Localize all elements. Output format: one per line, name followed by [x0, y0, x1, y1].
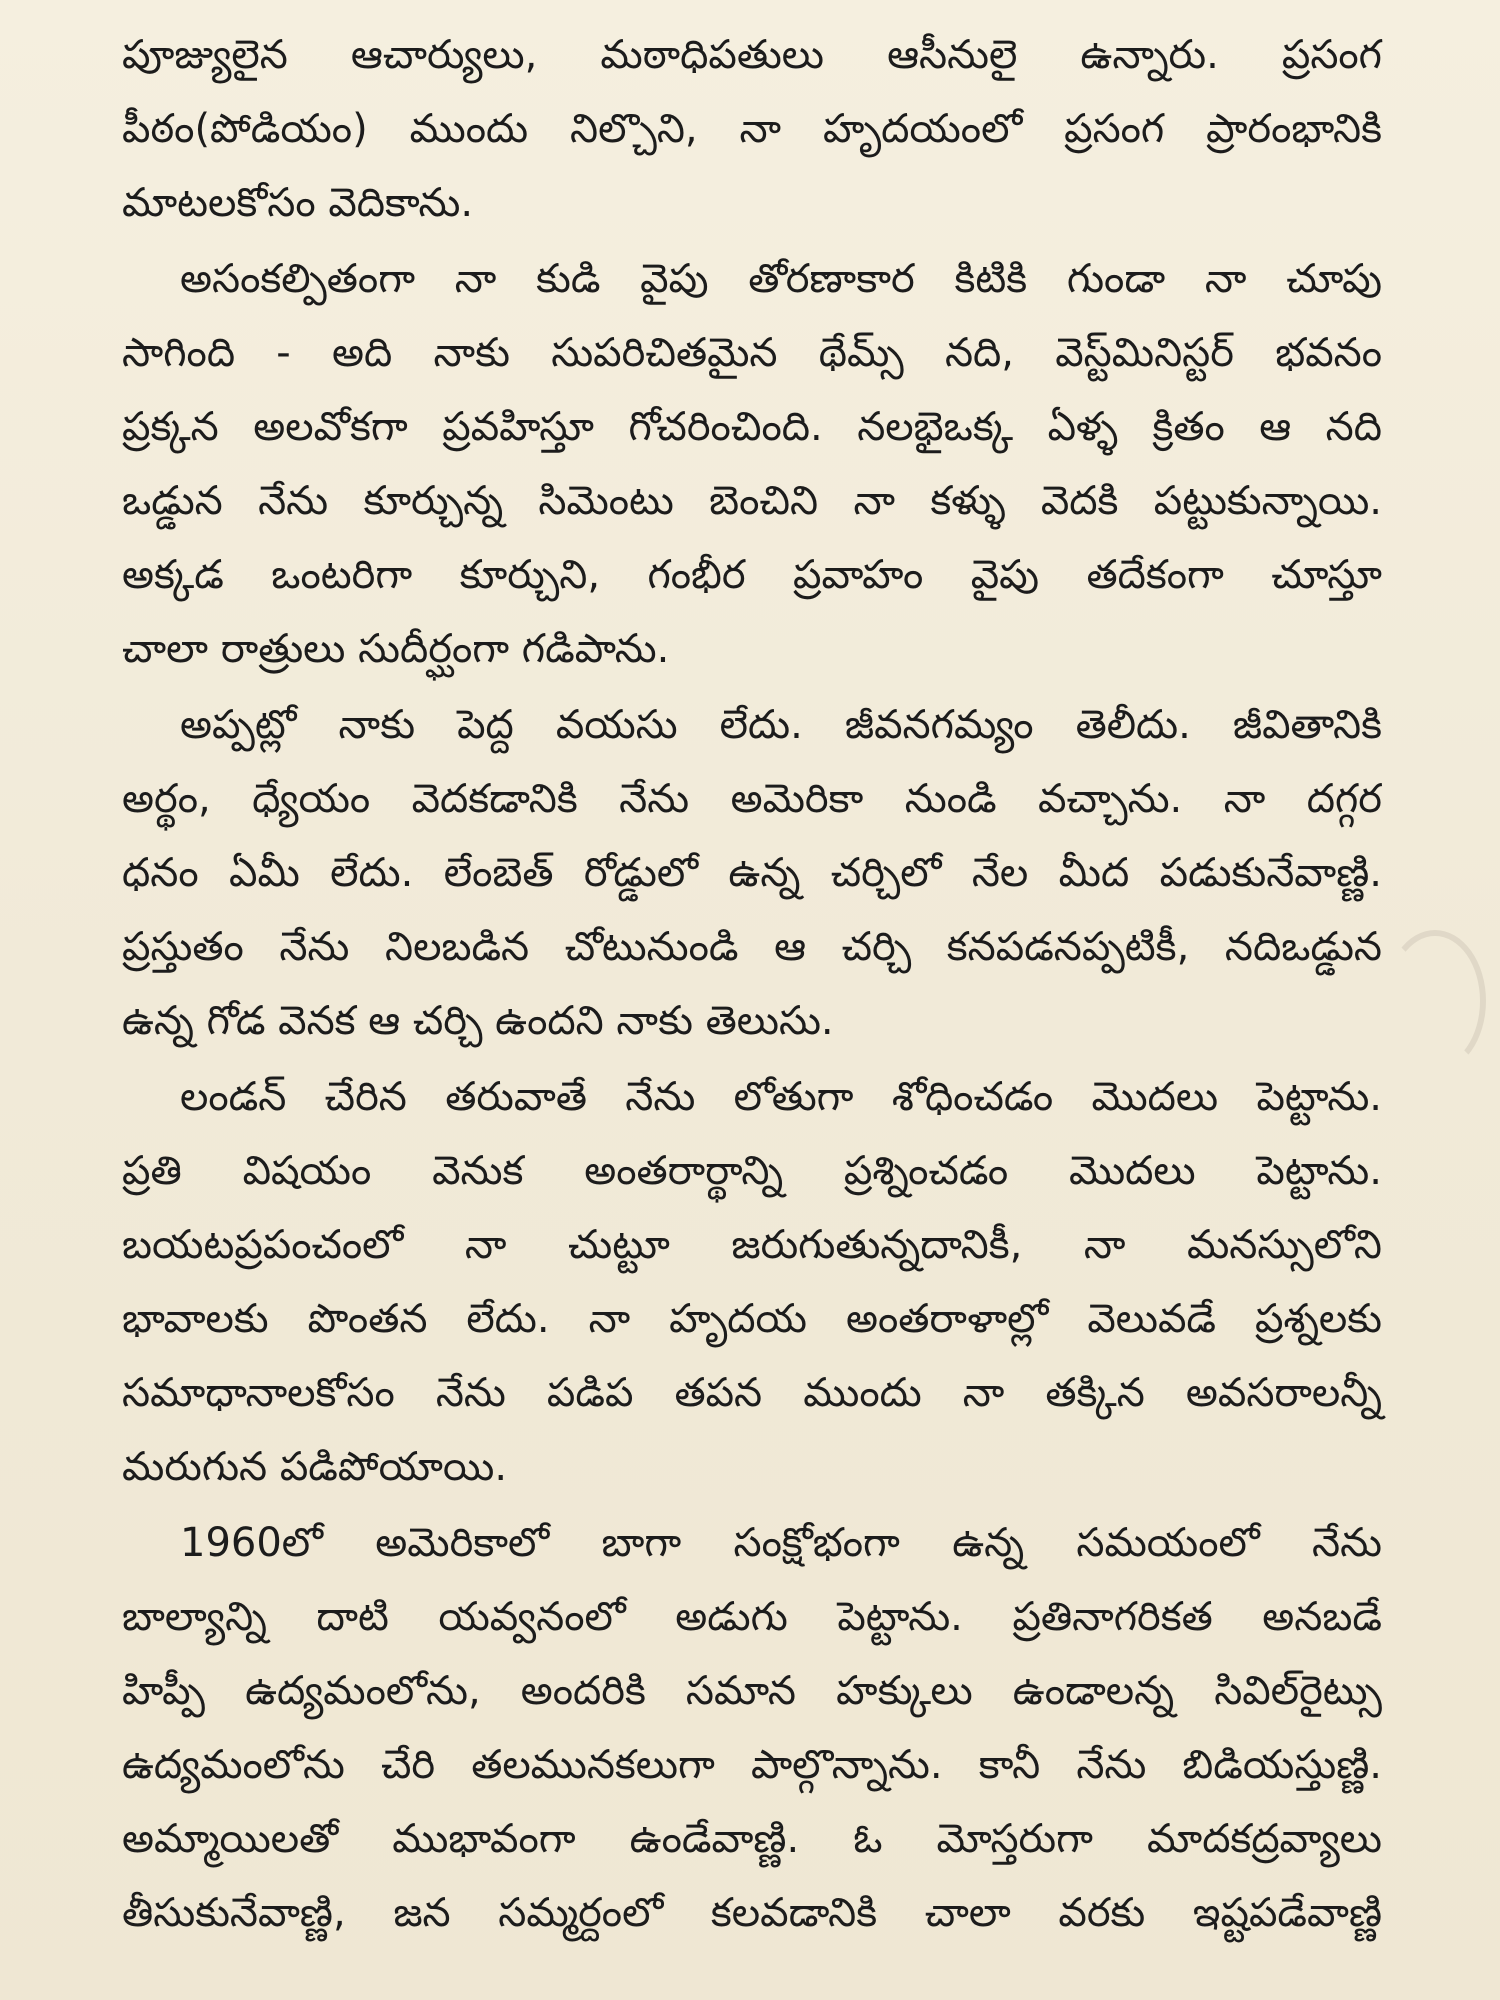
text-line: సాగింది - అది నాకు సుపరిచితమైన థేమ్స్ నది, వెస్ట్‌మినిస్టర్ భవనం [122, 330, 1382, 376]
text-line: అసంకల్పితంగా నా కుడి వైపు తోరణాకార కిటికి గుండా నా చూపు [180, 256, 1382, 302]
text-line: భావాలకు పొంతన లేదు. నా హృదయ అంతరాళాల్లో వెలువడే ప్రశ్నలకు [122, 1296, 1382, 1342]
text-line: ధనం ఏమీ లేదు. లేంబెత్ రోడ్డులో ఉన్న చర్చిలో నేల మీద పడుకునేవాణ్ణి. [122, 850, 1382, 896]
text-line: ప్రక్కన అలవోకగా ప్రవహిస్తూ గోచరించింది. నలభైఒక్క ఏళ్ళ క్రితం ఆ నది [122, 404, 1382, 450]
text-line: మాటలకోసం వెదికాను. [122, 180, 474, 226]
text-line: చాలా రాత్రులు సుదీర్ఘంగా గడిపాను. [122, 626, 670, 672]
paragraph-2 [122, 242, 1382, 686]
text-line: మరుగున పడిపోయాయి. [122, 1444, 508, 1490]
text-line: అమ్మాయిలతో ముభావంగా ఉండేవాణ్ణి. ఓ మోస్తరుగా మాదకద్రవ్యాలు [122, 1816, 1382, 1862]
text-line: ఒడ్డున నేను కూర్చున్న సిమెంటు బెంచిని నా కళ్ళు వెదకి పట్టుకున్నాయి. [122, 478, 1382, 524]
text-line: ఉన్న గోడ వెనక ఆ చర్చి ఉందని నాకు తెలుసు. [122, 998, 834, 1044]
text-line: పీఠం(పోడియం) ముందు నిల్చొని, నా హృదయంలో ప్రసంగ ప్రారంభానికి [122, 106, 1382, 152]
text-line: తీసుకునేవాణ్ణి, జన సమ్మర్దంలో కలవడానికి చాలా వరకు ఇష్టపడేవాణ్ణి [122, 1890, 1382, 1936]
body-text [122, 18, 1382, 1952]
paragraph-5 [122, 1506, 1382, 1950]
paragraph-1 [122, 18, 1382, 240]
show-through-mark [1384, 930, 1486, 1072]
text-line: హిప్పీ ఉద్యమంలోను, అందరికి సమాన హక్కులు ఉండాలన్న సివిల్‌రైట్సు [122, 1668, 1382, 1714]
paragraph-4 [122, 1060, 1382, 1504]
text-line: బాల్యాన్ని దాటి యవ్వనంలో అడుగు పెట్టాను. ప్రతినాగరికత అనబడే [122, 1594, 1382, 1640]
text-line: అక్కడ ఒంటరిగా కూర్చుని, గంభీర ప్రవాహం వైపు తదేకంగా చూస్తూ [122, 552, 1382, 598]
text-line: ఉద్యమంలోను చేరి తలమునకలుగా పాల్గొన్నాను. కానీ నేను బిడియస్తుణ్ణి. [122, 1742, 1382, 1788]
text-line: బయటప్రపంచంలో నా చుట్టూ జరుగుతున్నదానికీ, నా మనస్సులోని [122, 1222, 1382, 1268]
text-line: ప్రతి విషయం వెనుక అంతరార్థాన్ని ప్రశ్నించడం మొదలు పెట్టాను. [122, 1148, 1382, 1194]
text-line: సమాధానాలకోసం నేను పడిప తపన ముందు నా తక్కిన అవసరాలన్నీ [122, 1370, 1382, 1416]
text-line: పూజ్యులైన ఆచార్యులు, మఠాధిపతులు ఆసీనులై ఉన్నారు. ప్రసంగ [122, 32, 1382, 78]
text-line: అప్పట్లో నాకు పెద్ద వయసు లేదు. జీవనగమ్యం తెలీదు. జీవితానికి [180, 702, 1382, 748]
text-line: 1960లో అమెరికాలో బాగా సంక్షోభంగా ఉన్న సమయంలో నేను [180, 1520, 1382, 1566]
text-line: లండన్ చేరిన తరువాతే నేను లోతుగా శోధించడం మొదలు పెట్టాను. [180, 1074, 1382, 1120]
text-line: ప్రస్తుతం నేను నిలబడిన చోటునుండి ఆ చర్చి కనపడనప్పటికీ, నదిఒడ్డున [122, 924, 1382, 970]
paragraph-3 [122, 688, 1382, 1058]
text-line: అర్థం, ధ్యేయం వెదకడానికి నేను అమెరికా నుండి వచ్చాను. నా దగ్గర [122, 776, 1382, 822]
